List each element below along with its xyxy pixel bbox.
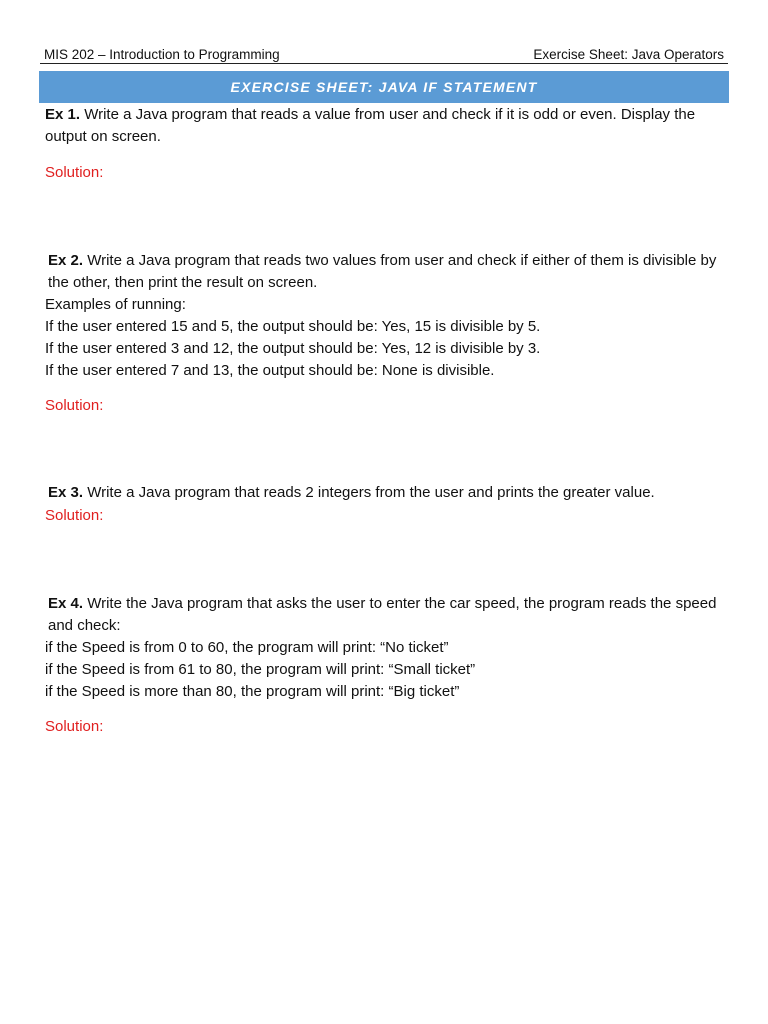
exercise-4-condition-2: if the Speed is from 61 to 80, the program will print: “Small ticket” (45, 661, 476, 678)
exercise-4-label: Ex 4. (48, 595, 84, 612)
exercise-3-text: Write a Java program that reads 2 integers from the user and prints the greater value. (87, 484, 655, 501)
exercise-2-examples (45, 294, 725, 382)
exercise-4-solution-label: Solution: (45, 718, 104, 735)
exercise-1-label: Ex 1. (45, 106, 81, 123)
exercise-4 (48, 593, 728, 637)
course-title: MIS 202 – Introduction to Programming (44, 47, 280, 62)
sheet-banner: EXERCISE SHEET: JAVA IF STATEMENT (39, 71, 729, 103)
exercise-2-solution-label: Solution: (45, 397, 104, 414)
exercise-4-condition-1: if the Speed is from 0 to 60, the program will print: “No ticket” (45, 639, 449, 656)
exercise-1-prompt (45, 104, 725, 148)
exercise-1 (45, 104, 725, 148)
sheet-title: Exercise Sheet: Java Operators (533, 47, 724, 62)
exercise-4-prompt (48, 593, 728, 637)
exercise-3-label: Ex 3. (48, 484, 84, 501)
exercise-2 (48, 250, 728, 294)
exercise-2-prompt (48, 250, 728, 294)
exercise-2-example-3: If the user entered 7 and 13, the output should be: None is divisible. (45, 362, 495, 379)
exercise-1-solution-label: Solution: (45, 164, 104, 181)
exercise-3-solution-label: Solution: (45, 507, 104, 524)
exercise-2-examples-heading: Examples of running: (45, 296, 186, 313)
page-header (40, 46, 728, 64)
exercise-2-example-1: If the user entered 15 and 5, the output should be: Yes, 15 is divisible by 5. (45, 318, 541, 335)
exercise-2-label: Ex 2. (48, 252, 84, 269)
exercise-4-text: Write the Java program that asks the user to enter the car speed, the program reads the speed and check: (48, 595, 717, 634)
exercise-4-condition-3: if the Speed is more than 80, the program will print: “Big ticket” (45, 683, 460, 700)
exercise-1-text: Write a Java program that reads a value from user and check if it is odd or even. Display the output on screen. (45, 106, 696, 145)
exercise-2-text: Write a Java program that reads two values from user and check if either of them is divisible by the other, then print the result on screen. (48, 252, 717, 291)
exercise-4-conditions (45, 637, 725, 703)
exercise-3-prompt (48, 482, 728, 504)
exercise-3 (48, 482, 728, 504)
exercise-2-example-2: If the user entered 3 and 12, the output should be: Yes, 12 is divisible by 3. (45, 340, 541, 357)
